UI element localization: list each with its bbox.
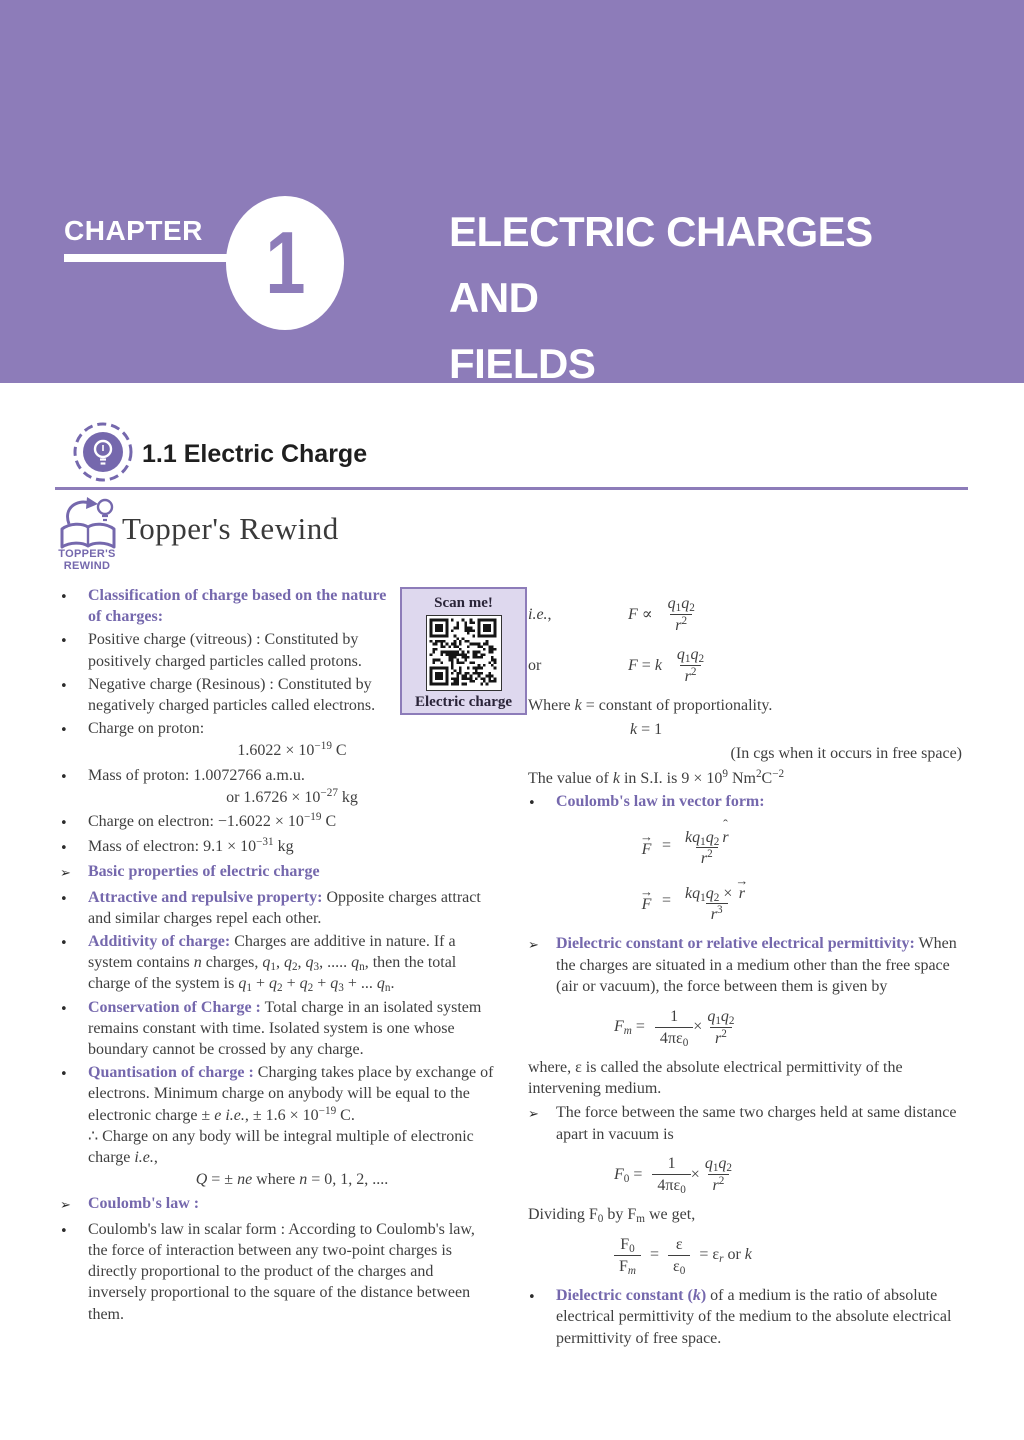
bullet-marker: •	[60, 1223, 68, 1239]
bullet-marker: •	[60, 590, 68, 605]
chapter-title-line1: ELECTRIC CHARGES AND	[449, 208, 873, 321]
toppers-rewind-title: Topper's Rewind	[122, 511, 339, 546]
fraction-numerator: 1	[667, 1155, 676, 1173]
list-item	[60, 1062, 496, 1191]
paragraph: Where k = constant of proportionality.	[528, 697, 773, 714]
fraction-denominator: $r^3$	[706, 903, 728, 925]
paragraph: (In cgs when it occurs in free space)	[730, 745, 962, 763]
vector-letter: F	[641, 840, 652, 858]
formula-intro: or	[528, 656, 542, 674]
hat-mark: ˆ	[723, 817, 728, 833]
chapter-keyline	[64, 254, 242, 262]
arrow-marker: ➢	[60, 866, 71, 882]
list-item	[60, 997, 496, 1061]
chapter-title	[449, 199, 969, 397]
item-text: Quantisation of charge : Charging takes place by exchange of electrons. Minimum charge on anybody will be equal to the electronic charge ± e i.e., ± $1.6 \times 10^{-19}$ C.	[88, 1064, 494, 1124]
list-item	[528, 791, 970, 815]
bullet-marker: •	[528, 1289, 536, 1305]
item-value-centered: $1.6022 \times 10^{-19}$ C	[237, 740, 347, 760]
list-item	[60, 811, 496, 834]
item-text: Conservation of Charge : Total charge in an isolated system remains constant with time. Isolated system is one whose boundary cannot be crossed by any charge.	[88, 998, 482, 1059]
fraction	[655, 1006, 693, 1049]
arrow-marker: ➢	[528, 937, 539, 953]
vector-letter: r	[738, 884, 745, 902]
badge-line1: TOPPER'S	[58, 548, 116, 560]
hat-letter: r	[722, 828, 729, 846]
item-text: Negative charge (Resinous) : Constituted by negatively charged particles called electrons.	[88, 675, 376, 715]
list-item	[60, 861, 496, 884]
qr-caption: Electric charge	[414, 694, 513, 710]
right-column	[528, 585, 970, 1352]
item-text: Charge on proton:	[88, 720, 205, 738]
fraction-denominator: $r^2$	[696, 847, 718, 869]
vector-arrow: →	[640, 883, 653, 899]
list-item	[528, 1285, 970, 1350]
item-text: Basic properties of electric charge	[88, 863, 320, 881]
formula-lhs: $F_0$ =	[614, 1165, 643, 1185]
bullet-marker: •	[60, 891, 68, 907]
item-text: Additivity of charge: Charges are additive in nature. If a system contains n charges, $q_1$, $q_2$, $q_3$, ..... $q_n$, then the total charge of the system is $q_1 + q_2 + q_2 + q_3$ + ... $q_n$.	[88, 933, 457, 995]
formula-F0	[614, 1153, 970, 1196]
vector-arrow: →	[735, 872, 749, 888]
fraction	[680, 817, 734, 869]
item-text: Dielectric constant (k) of a medium is the ratio of absolute electrical permittivity of the medium to the absolute electrical permittivity of free space.	[556, 1286, 952, 1347]
toppers-rewind-badge	[45, 549, 129, 572]
fraction-denominator: $4\pi\varepsilon_0$	[652, 1174, 690, 1196]
formula-lhs: F = k	[628, 656, 662, 674]
vector-F	[640, 828, 653, 859]
fraction-denominator: $r^2$	[670, 614, 692, 636]
chapter-label: CHAPTER	[64, 215, 203, 246]
item-text: Classification of charge based on the nature of charges:	[88, 587, 387, 626]
list-item	[60, 765, 496, 809]
item-text: Coulomb's law :	[88, 1195, 200, 1213]
bullet-marker: •	[60, 1067, 68, 1083]
fraction	[700, 1153, 737, 1196]
bullet-marker: •	[60, 634, 68, 650]
left-column-narrow-block	[60, 585, 392, 716]
fraction-denominator: $r^2$	[710, 1027, 732, 1049]
paragraph: Dividing $F_0$ by $F_m$ we get,	[528, 1206, 696, 1225]
chapter-number: 1	[264, 213, 306, 312]
bullet-marker: •	[528, 796, 536, 812]
fraction	[702, 1006, 739, 1049]
bullet-marker: •	[60, 841, 68, 857]
fraction-denominator: $F_m$	[614, 1255, 641, 1277]
list-item	[60, 1219, 496, 1325]
arrow-marker: ➢	[60, 1198, 71, 1214]
times-sign: ×	[690, 1165, 700, 1183]
vector-letter: F	[641, 895, 652, 913]
section-title: 1.1 Electric Charge	[142, 440, 368, 468]
fraction-numerator: $F_0$	[620, 1235, 635, 1255]
item-value-centered: or $1.6726 \times 10^{-27}$ kg	[226, 786, 358, 806]
fraction-denominator: $\varepsilon_0$	[668, 1255, 690, 1277]
chapter-number-circle	[226, 196, 344, 330]
formula-coulomb-scalar	[528, 644, 970, 687]
list-item	[528, 1102, 970, 1145]
vector-F	[640, 883, 653, 914]
bullet-marker: •	[60, 678, 68, 694]
bullet-marker: •	[60, 936, 68, 952]
fraction-numerator: $kq_1q_2$ ×	[685, 884, 733, 904]
vector-arrow: →	[640, 828, 653, 844]
item-note: ∴ Charge on any body will be integral multiple of electronic charge i.e.,	[88, 1127, 474, 1167]
list-item	[60, 629, 392, 671]
bullet-marker: •	[60, 816, 68, 832]
item-text: Dielectric constant or relative electrical permittivity: When the charges are situated in a medium other than the free space (air or vacuum), the force between them is given by	[556, 934, 957, 996]
fraction-denominator: $r^2$	[708, 1174, 730, 1196]
item-text: Positive charge (vitreous) : Constituted by positively charged particles called protons.	[88, 631, 362, 670]
list-item	[60, 836, 496, 859]
equals-sign: =	[662, 837, 672, 855]
list-item	[60, 887, 496, 929]
left-column	[60, 585, 496, 1327]
r-hat	[722, 817, 729, 847]
fraction	[614, 1234, 641, 1277]
formula-rhs: = $\varepsilon_r$ or k	[699, 1246, 752, 1266]
paragraph: k = 1	[630, 720, 663, 738]
formula-vector-2	[640, 872, 970, 925]
paragraph: where, ε is called the absolute electrical permittivity of the intervening medium.	[528, 1058, 903, 1098]
formula-proportional	[528, 593, 970, 636]
fraction-numerator: $q_1q_2$	[707, 1007, 735, 1027]
item-value-centered: Q = ± ne where n = 0, 1, 2, ....	[195, 1171, 389, 1189]
section-divider-rule	[55, 487, 968, 490]
item-text: Mass of proton: 1.0072766 a.m.u.	[88, 766, 305, 784]
formula-ratio	[614, 1234, 970, 1277]
fraction-numerator: $q_1q_2$	[704, 1155, 733, 1174]
vector-r	[735, 872, 749, 903]
formula-intro: i.e.,	[528, 605, 552, 623]
fraction-numerator: 1	[670, 1007, 679, 1025]
fraction	[672, 644, 709, 687]
paragraph: The value of k in S.I. is $9 \times 10^9$ $Nm^2C^{-2}$	[528, 767, 785, 787]
bullet-marker: •	[60, 769, 68, 785]
fraction-denominator: $r^2$	[680, 665, 702, 687]
chapter-header-band	[0, 0, 1024, 387]
list-item	[60, 718, 496, 762]
chapter-title-line2: FIELDS	[449, 340, 596, 387]
formula-vector-1	[640, 817, 970, 869]
badge-line2: REWIND	[63, 559, 111, 572]
equals-sign: =	[662, 892, 672, 910]
list-item	[60, 931, 496, 995]
fraction	[668, 1234, 690, 1277]
item-text: Coulomb's law in vector form:	[556, 793, 765, 811]
fraction-denominator: $4\pi\varepsilon_0$	[655, 1027, 693, 1049]
fraction-numerator: $q_1q_2$	[667, 595, 695, 614]
item-text: The force between the same two charges held at same distance apart in vacuum is	[556, 1103, 957, 1143]
list-item	[60, 585, 392, 627]
item-text: Attractive and repulsive property: Opposite charges attract and similar charges repel each other.	[88, 888, 481, 927]
bullet-marker: •	[60, 723, 68, 739]
fraction	[663, 593, 700, 636]
fraction-numerator: ε	[675, 1235, 683, 1253]
list-item	[60, 1193, 496, 1216]
bullet-marker: •	[60, 1001, 68, 1017]
list-item	[60, 674, 392, 716]
item-text: Mass of electron: $9.1 \times 10^{-31}$ kg	[88, 836, 294, 856]
formula-lhs: $F_m$ =	[614, 1018, 645, 1038]
fraction-numerator: $q_1q_2$	[676, 646, 705, 665]
times-sign: ×	[693, 1018, 703, 1036]
formula-Fm	[614, 1006, 970, 1049]
qr-scan-label: Scan me!	[434, 595, 493, 611]
item-text: Coulomb's law in scalar form : According to Coulomb's law, the force of interaction between any two-point charges is directly proportional to the product of the charges and inversely proportional to the square of the distance between them.	[88, 1220, 475, 1323]
list-item	[528, 933, 970, 998]
bulb-badge-icon	[72, 421, 134, 488]
fraction	[652, 1153, 690, 1196]
formula-lhs: F ∝	[628, 605, 653, 623]
item-text: Charge on electron: $-1.6022 \times 10^{-19}$ C	[88, 810, 337, 831]
equals-sign: =	[650, 1246, 660, 1264]
fraction	[680, 872, 753, 925]
arrow-marker: ➢	[528, 1106, 539, 1122]
fraction-numerator: $kq_1q_2$	[685, 828, 720, 848]
